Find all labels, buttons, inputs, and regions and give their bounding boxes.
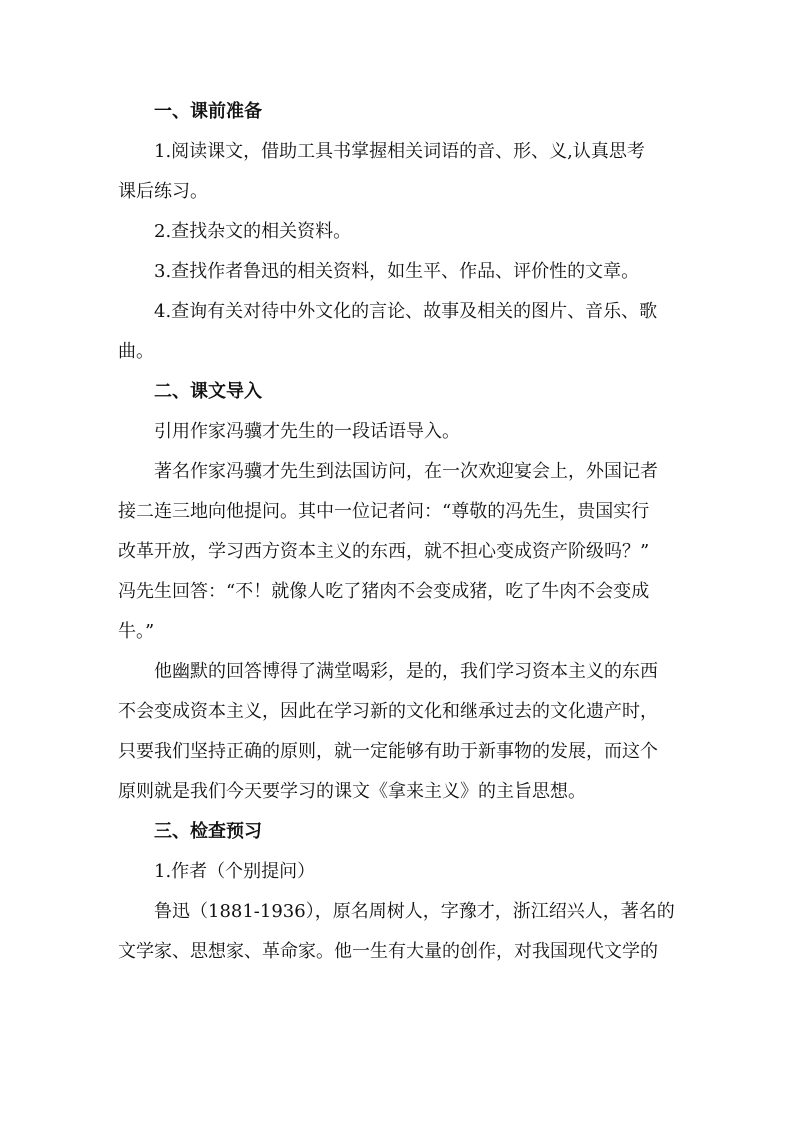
story-paragraph-line-1: 著名作家冯骥才先生到法国访问，在一次欢迎宴会上，外国记者: [154, 461, 658, 482]
prep-item-3: 3.查找作者鲁迅的相关资料，如生平、作品、评价性的文章。: [154, 261, 640, 282]
prep-item-1-line-2: 课后练习。: [118, 181, 208, 202]
intro-sentence: 引用作家冯骥才先生的一段话语导入。: [154, 421, 460, 442]
section-heading-intro: 二、课文导入: [154, 381, 262, 402]
prep-item-4-line-1: 4.查询有关对待中外文化的言论、故事及相关的图片、音乐、歌: [154, 301, 658, 322]
section-2: [118, 372, 686, 812]
story-paragraph-line-2: 接二连三地向他提问。其中一位记者问：“尊敬的冯先生，贵国实行: [118, 501, 650, 522]
conclusion-paragraph-line-4: 原则就是我们今天要学习的课文《拿来主义》的主旨思想。: [118, 781, 586, 802]
story-paragraph-line-5: 牛。”: [118, 621, 155, 642]
author-paragraph-line-1: 鲁迅（1881-1936），原名周树人，字豫才，浙江绍兴人，著名的: [154, 901, 675, 922]
conclusion-paragraph-line-1: 他幽默的回答博得了满堂喝彩，是的，我们学习资本主义的东西: [154, 661, 658, 682]
prep-item-1-line-1: 1.阅读课文，借助工具书掌握相关词语的音、形、义,认真思考: [154, 141, 645, 162]
story-paragraph-line-4: 冯先生回答：“不！就像人吃了猪肉不会变成猪，吃了牛肉不会变成: [118, 581, 650, 602]
section-3: [118, 812, 686, 972]
document-page: [118, 92, 686, 972]
preview-item-1: 1.作者（个别提问）: [154, 861, 316, 882]
prep-item-2: 2.查找杂文的相关资料。: [154, 221, 352, 242]
prep-item-4-line-2: 曲。: [118, 341, 154, 362]
conclusion-paragraph-line-3: 只要我们坚持正确的原则，就一定能够有助于新事物的发展，而这个: [118, 741, 658, 762]
section-heading-preview: 三、检查预习: [154, 821, 262, 842]
conclusion-paragraph-line-2: 不会变成资本主义，因此在学习新的文化和继承过去的文化遗产时，: [118, 701, 658, 722]
section-heading-prep: 一、课前准备: [154, 101, 262, 122]
author-paragraph-line-2: 文学家、思想家、革命家。他一生有大量的创作，对我国现代文学的: [118, 941, 658, 962]
section-1: [118, 92, 686, 372]
story-paragraph-line-3: 改革开放，学习西方资本主义的东西，就不担心变成资产阶级吗？”: [118, 541, 650, 562]
